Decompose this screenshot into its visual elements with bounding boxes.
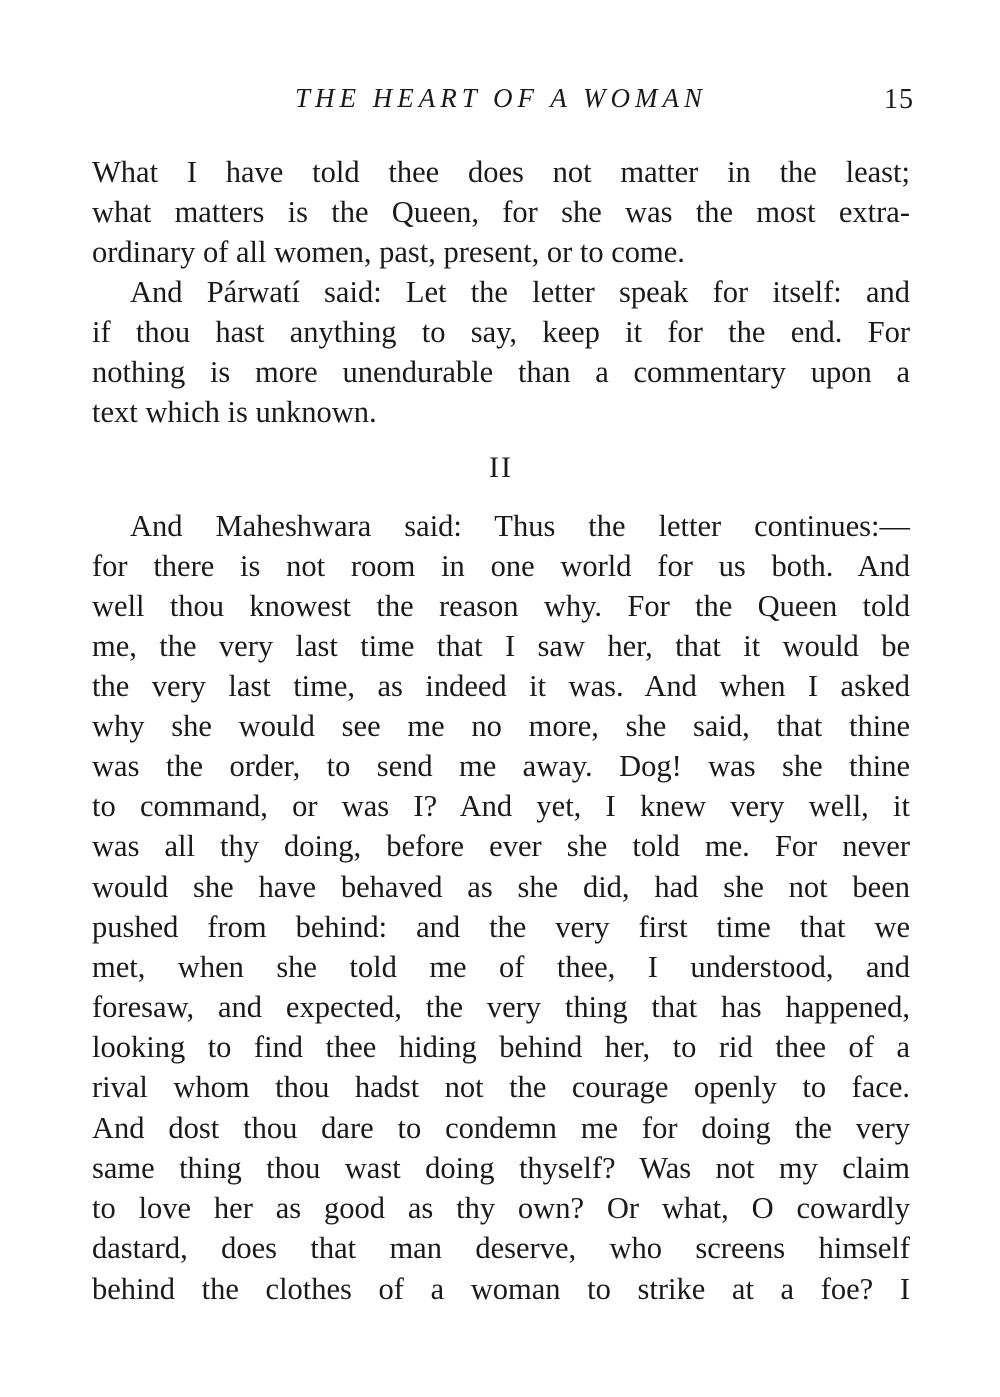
text-line: And dost thou dare to condemn me for doing the very [92,1111,910,1145]
running-head [92,78,914,118]
text-line: for there is not room in one world for us both. And [92,549,910,583]
text-line: behind the clothes of a woman to strike at a foe? I [92,1272,910,1306]
text-line: was all thy doing, before ever she told me. For never [92,829,910,863]
text-line: What I have told thee does not matter in the least; [92,155,910,189]
page-number: 15 [884,84,914,115]
text-line: foresaw, and expected, the very thing that has happened, [92,990,910,1024]
section-heading: II [489,451,513,484]
text-line: why she would see me no more, she said, that thine [92,709,910,743]
text-line: dastard, does that man deserve, who screens himself [92,1231,910,1265]
text-line: nothing is more unendurable than a commentary upon a [92,355,910,389]
text-line: same thing thou wast doing thyself? Was not my claim [92,1151,910,1185]
text-line: And Párwatí said: Let the letter speak for itself: and [130,275,910,309]
text-line: rival whom thou hadst not the courage openly to face. [92,1070,910,1104]
text-line: met, when she told me of thee, I understood, and [92,950,910,984]
text-line: me, the very last time that I saw her, that it would be [92,629,910,663]
text-line: was the order, to send me away. Dog! was she thine [92,749,910,783]
text-line: And Maheshwara said: Thus the letter continues:— [130,509,910,543]
text-line: looking to find thee hiding behind her, to rid thee of a [92,1030,910,1064]
text-line: the very last time, as indeed it was. And when I asked [92,669,910,703]
text-line: to love her as good as thy own? Or what, O cowardly [92,1191,910,1225]
text-line: text which is unknown. [92,395,377,429]
text-line: would she have behaved as she did, had she not been [92,870,910,904]
text-line: what matters is the Queen, for she was the most extra- [92,195,910,229]
text-line: pushed from behind: and the very first time that we [92,910,910,944]
text-line: well thou knowest the reason why. For the Queen told [92,589,910,623]
text-line: ordinary of all women, past, present, or to come. [92,235,685,269]
running-title: THE HEART OF A WOMAN [294,83,707,113]
text-line: if thou hast anything to say, keep it for the end. For [92,315,910,349]
text-line: to command, or was I? And yet, I knew very well, it [92,789,910,823]
